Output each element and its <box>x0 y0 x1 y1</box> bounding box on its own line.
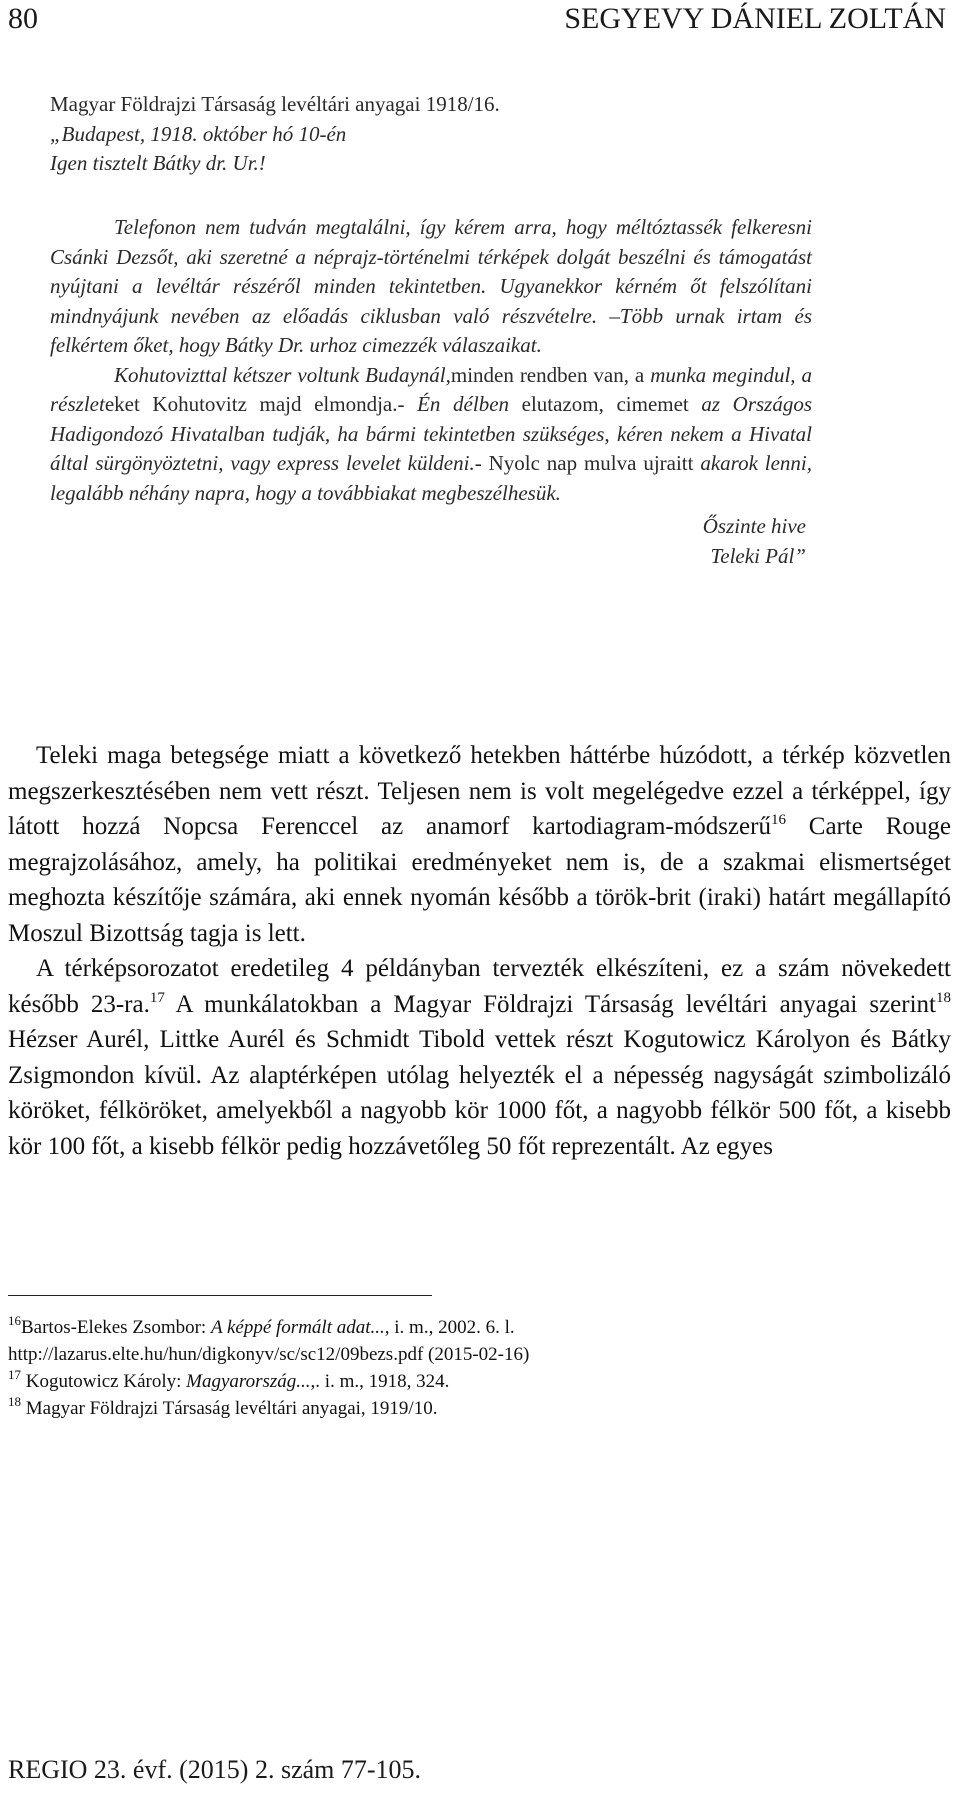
footnote-16-author: Bartos-Elekes Zsombor: <box>21 1317 211 1338</box>
letter-p2-part-g: az Országos Hadigondozó Hivatalban tudják, ha bármi tekintetben szükséges, kéren nekem a Hivatal által sürgönyöztetni, vagy express levelet küldeni. <box>50 392 813 475</box>
page-footer: REGIO 23. évf. (2015) 2. szám 77-105. <box>8 1755 422 1784</box>
footnote-ref-18[interactable]: 18 <box>936 989 951 1006</box>
main-p1-rest: Carte Rouge megrajzolásához, amely, ha politikai eredményeket nem is, de a szakmai elismertséget meghozta készítője számára, aki ennek nyomán később a török-brit (iraki) határt megállapító Moszul Bizottság tagja is lett. <box>8 813 951 947</box>
letter-source: Magyar Földrajzi Társaság levéltári anyagai 1918/16. <box>50 92 500 116</box>
footnote-18 <box>8 1395 951 1422</box>
letter-p2-part-d: eket Kohutovitz majd elmondja.- <box>104 392 418 416</box>
running-head-author: SEGYEVY DÁNIEL ZOLTÁN <box>564 2 946 35</box>
main-p1-text: Teleki maga betegsége miatt a következő hetekben háttérbe húzódott, a térkép közvetlen megszerkesztésében nem vett részt. Teljesen nem is volt megelégedve ezzel a térképpel, így látott hozzá Nopcsa Ferenccel az anamorf kartodiagram-módszerű <box>8 742 951 840</box>
main-p2-part-b: A munkálatokban a Magyar Földrajzi Társaság levéltári anyagai szerint <box>164 990 936 1018</box>
footnote-18-number: 18 <box>8 1394 21 1409</box>
letter-p2-part-c: munka megindul, a részlet <box>50 362 812 416</box>
letter-dateline: „Budapest, 1918. október hó 10-én <box>50 121 347 146</box>
footnote-17-author: Kogutowicz Károly: <box>21 1371 187 1392</box>
letter-p2-part-b: minden rendben van, a <box>450 362 651 387</box>
footnote-17-number: 17 <box>8 1367 21 1382</box>
letter-signature-block <box>50 512 812 571</box>
footnote-17-ref: ,. i. m., 1918, 324. <box>310 1371 450 1392</box>
footnote-18-text: Magyar Földrajzi Társaság levéltári anyagai, 1919/10. <box>21 1398 438 1419</box>
letter-salutation: Igen tisztelt Bátky dr. Ur.! <box>50 151 266 175</box>
main-p2-part-c: Hézser Aurél, Littke Aurél és Schmidt Tibold vettek részt Kogutowicz Károlyon és Bátky Zsigmondon kívül. Az alaptérképen utólag helyezték el a népesség nagyságát szimbolizáló köröket, félköröket, amelyekből a nagyobb kör 1000 főt, a nagyobb félkör 500 főt, a kisebb kör 100 főt, a kisebb félkör pedig hozzávetőleg 50 főt reprezentált. Az egyes <box>8 1026 951 1160</box>
footnote-16-ref: , i. m., 2002. 6. l. <box>384 1317 515 1338</box>
letter-signature: Teleki Pál” <box>710 543 806 568</box>
letter-p2-part-a: Kohutovizttal kétszer voltunk Budaynál, <box>114 362 451 387</box>
main-paragraph-2 <box>8 951 951 1164</box>
letter-heading <box>50 90 812 179</box>
letter-paragraph-2 <box>50 361 812 509</box>
letter-body <box>50 213 812 571</box>
footnote-17 <box>8 1368 951 1395</box>
main-text <box>8 738 951 1164</box>
footnote-separator <box>8 1295 432 1296</box>
footnote-16 <box>8 1314 951 1341</box>
page-number: 80 <box>8 2 38 35</box>
footnote-16-url[interactable]: http://lazarus.elte.hu/hun/digkonyv/sc/sc12/09bezs.pdf (2015-02-16) <box>8 1344 530 1365</box>
letter-p2-part-f: elutazom, cimemet <box>509 392 702 416</box>
letter-p2-part-i: akarok lenni, legalább néhány napra, hogy a továbbiakat megbeszélhesük. <box>50 451 813 505</box>
footnotes <box>8 1314 951 1422</box>
footnote-16-number: 16 <box>8 1313 21 1328</box>
letter-p2-part-h: - Nyolc nap mulva ujraitt <box>474 451 701 475</box>
letter-closing: Őszinte hive <box>702 514 806 538</box>
main-p2-part-a: A térképsorozatot eredetileg 4 példányban tervezték elkészíteni, ez a szám növekedett később 23-ra. <box>8 955 951 1018</box>
letter-p2-part-e: Én délben <box>417 392 510 416</box>
footnote-ref-16[interactable]: 16 <box>770 812 786 828</box>
main-paragraph-1 <box>8 738 951 951</box>
footnote-ref-17[interactable]: 17 <box>149 989 165 1006</box>
footnote-17-title: Magyarország... <box>186 1371 311 1392</box>
letter-paragraph-1: Telefonon nem tudván megtalálni, így kérem arra, hogy méltóztassék felkeresni Csánki Dezsőt, aki szeretné a néprajz-történelmi térképek dolgát beszélni és támogatást nyújtani a levéltár részéről minden tekintetben. Ugyanekkor kérném őt felszólítani mindnyájunk nevében az előadás ciklusban való részvételre. –Több urnak irtam és felkértem őket, hogy Bátky Dr. urhoz cimezzék válaszaikat. <box>50 215 812 357</box>
page-header <box>8 2 946 42</box>
footnote-16-title: A képpé formált adat... <box>210 1317 385 1338</box>
